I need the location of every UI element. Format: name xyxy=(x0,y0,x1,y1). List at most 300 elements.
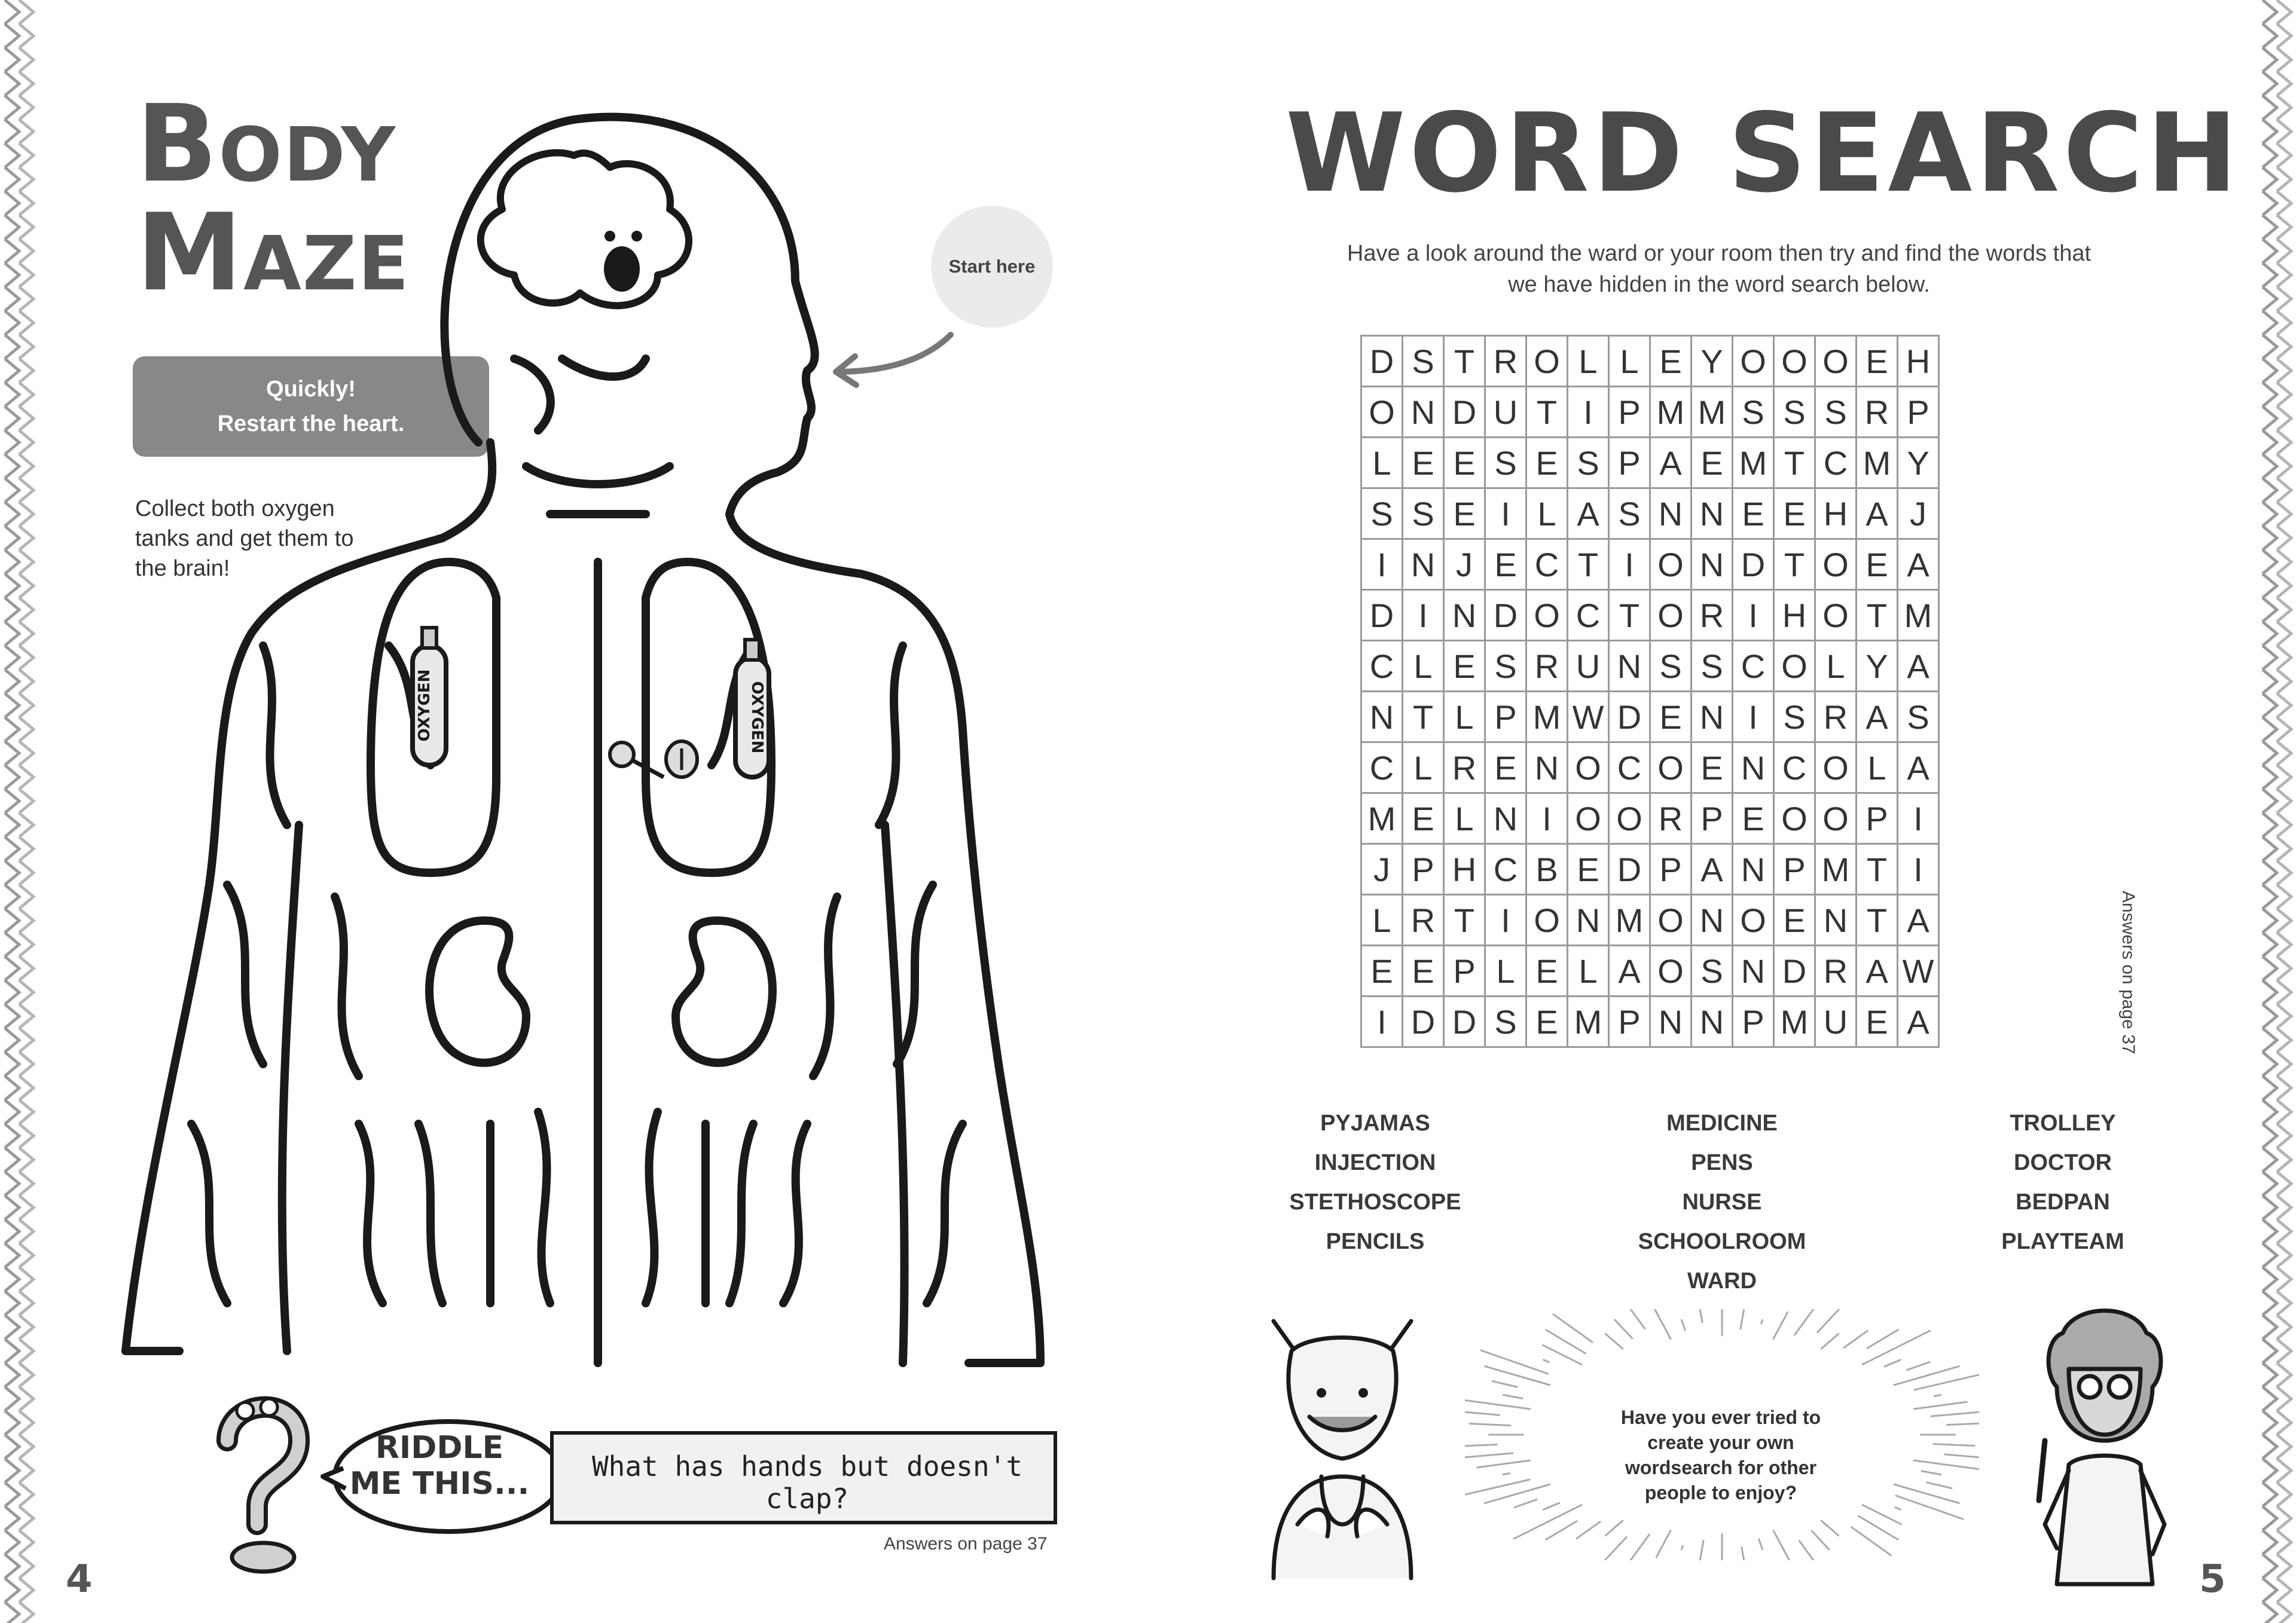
sunburst-ray xyxy=(1761,1320,1763,1324)
grid-row xyxy=(1361,488,1939,539)
grid-cell[interactable]: N xyxy=(1733,742,1774,793)
grid-row xyxy=(1361,997,1939,1047)
right-zigzag-border xyxy=(2258,0,2296,1623)
sunburst-ray xyxy=(1915,1373,1979,1390)
grid-row xyxy=(1361,742,1939,793)
grid-cell[interactable]: O xyxy=(1733,895,1774,946)
sunburst-ray xyxy=(1934,1444,1974,1445)
grid-cell[interactable]: R xyxy=(1857,387,1898,438)
sunburst-ray xyxy=(1907,1362,1929,1370)
grid-cell[interactable]: N xyxy=(1815,895,1857,946)
grid-cell[interactable]: S xyxy=(1733,387,1774,438)
grid-cell[interactable]: E xyxy=(1857,336,1898,387)
grid-cell[interactable]: P xyxy=(1609,387,1650,438)
grid-cell[interactable]: M xyxy=(1361,793,1403,844)
grid-cell[interactable]: E xyxy=(1857,997,1898,1047)
create-wordsearch-prompt: Have you ever tried to create your own wordsearch for other people to enjoy? xyxy=(1620,1407,1821,1503)
word-search-title: WORD SEARCH xyxy=(1286,90,2242,216)
grid-row xyxy=(1361,793,1939,844)
grid-cell[interactable]: D xyxy=(1361,336,1403,387)
grid-cell[interactable]: M xyxy=(1568,997,1609,1047)
grid-cell[interactable]: I xyxy=(1898,793,1939,844)
grid-cell[interactable]: S xyxy=(1485,641,1526,692)
word-list-item: SCHOOLROOM xyxy=(1638,1229,1806,1254)
grid-cell[interactable]: C xyxy=(1774,742,1815,793)
grid-cell[interactable]: T xyxy=(1774,438,1815,488)
grid-cell[interactable]: E xyxy=(1444,488,1485,539)
grid-cell[interactable]: H xyxy=(1774,590,1815,641)
word-list-item: NURSE xyxy=(1682,1190,1762,1215)
grid-cell[interactable]: R xyxy=(1815,946,1857,997)
grid-cell[interactable]: I xyxy=(1898,844,1939,895)
grid-cell[interactable]: O xyxy=(1650,895,1692,946)
grid-cell[interactable]: I xyxy=(1485,895,1526,946)
grid-cell[interactable]: I xyxy=(1568,387,1609,438)
grid-cell[interactable]: R xyxy=(1815,692,1857,742)
sunburst-ray xyxy=(1515,1499,1537,1507)
grid-cell[interactable]: S xyxy=(1485,438,1526,488)
grid-cell[interactable]: M xyxy=(1774,997,1815,1047)
grid-cell[interactable]: M xyxy=(1692,387,1733,438)
grid-cell[interactable]: I xyxy=(1526,793,1568,844)
riddle-answers-note: Answers on page 37 xyxy=(884,1534,1048,1554)
grid-cell[interactable]: O xyxy=(1568,742,1609,793)
word-list-item: INJECTION xyxy=(1314,1150,1436,1175)
grid-cell[interactable]: E xyxy=(1485,742,1526,793)
sunburst-ray xyxy=(1742,1547,1744,1560)
left-zigzag-border xyxy=(0,0,38,1623)
grid-cell[interactable]: O xyxy=(1815,539,1857,590)
word-list-item: DOCTOR xyxy=(2014,1150,2112,1175)
grid-cell[interactable]: N xyxy=(1733,946,1774,997)
grid-cell[interactable]: O xyxy=(1650,539,1692,590)
grid-cell[interactable]: P xyxy=(1485,692,1526,742)
grid-cell[interactable]: S xyxy=(1774,692,1815,742)
sunburst-ray xyxy=(1656,1531,1671,1557)
sunburst-ray xyxy=(1773,1531,1798,1560)
grid-cell[interactable]: M xyxy=(1815,844,1857,895)
grid-cell[interactable]: O xyxy=(1526,336,1568,387)
grid-cell[interactable]: P xyxy=(1857,793,1898,844)
grid-cell[interactable]: L xyxy=(1444,692,1485,742)
grid-cell[interactable]: N xyxy=(1568,895,1609,946)
sunburst-ray xyxy=(1503,1474,1510,1475)
grid-cell[interactable]: A xyxy=(1650,438,1692,488)
grid-cell[interactable]: E xyxy=(1774,895,1815,946)
grid-cell[interactable]: D xyxy=(1733,539,1774,590)
grid-cell[interactable]: N xyxy=(1609,641,1650,692)
grid-cell[interactable]: E xyxy=(1361,946,1403,997)
grid-cell[interactable]: E xyxy=(1857,539,1898,590)
sunburst-ray xyxy=(1546,1521,1577,1540)
sunburst-ray xyxy=(1818,1309,1846,1332)
grid-cell[interactable]: L xyxy=(1403,641,1444,692)
grid-cell[interactable]: Y xyxy=(1898,438,1939,488)
grid-cell[interactable]: O xyxy=(1815,336,1857,387)
sunburst-ray xyxy=(1885,1360,1900,1367)
sunburst-ray xyxy=(1598,1537,1626,1560)
grid-cell[interactable]: T xyxy=(1857,895,1898,946)
grid-cell[interactable]: D xyxy=(1444,997,1485,1047)
sunburst-ray xyxy=(1821,1521,1839,1536)
grid-cell[interactable]: S xyxy=(1568,438,1609,488)
sunburst-ray xyxy=(1914,1402,1967,1409)
grid-cell[interactable]: N xyxy=(1650,488,1692,539)
grid-cell[interactable]: O xyxy=(1774,336,1815,387)
sunburst-ray xyxy=(1605,1334,1623,1349)
grid-cell[interactable]: R xyxy=(1692,590,1733,641)
grid-cell[interactable]: S xyxy=(1692,641,1733,692)
grid-cell[interactable]: S xyxy=(1403,336,1444,387)
grid-cell[interactable]: S xyxy=(1403,488,1444,539)
grid-cell[interactable]: S xyxy=(1361,488,1403,539)
start-here-label: Start here xyxy=(948,256,1036,277)
grid-cell[interactable]: P xyxy=(1650,844,1692,895)
grid-cell[interactable]: D xyxy=(1444,387,1485,438)
key-icon xyxy=(610,742,664,777)
grid-cell[interactable]: Y xyxy=(1857,641,1898,692)
grid-cell[interactable]: E xyxy=(1774,488,1815,539)
grid-cell[interactable]: S xyxy=(1692,946,1733,997)
grid-cell[interactable]: L xyxy=(1444,793,1485,844)
grid-cell[interactable]: Y xyxy=(1692,336,1733,387)
grid-cell[interactable]: S xyxy=(1650,641,1692,692)
sunburst-ray xyxy=(1544,1360,1549,1362)
grid-cell[interactable]: R xyxy=(1444,742,1485,793)
grid-cell[interactable]: N xyxy=(1403,539,1444,590)
instruction-line2: Restart the heart. xyxy=(217,411,405,436)
grid-cell[interactable]: O xyxy=(1650,742,1692,793)
grid-cell[interactable]: O xyxy=(1526,895,1568,946)
grid-cell[interactable]: C xyxy=(1361,641,1403,692)
grid-cell[interactable]: S xyxy=(1609,488,1650,539)
grid-cell[interactable]: N xyxy=(1692,692,1733,742)
grid-cell[interactable]: T xyxy=(1774,539,1815,590)
grid-cell[interactable]: C xyxy=(1526,539,1568,590)
grid-cell[interactable]: D xyxy=(1361,590,1403,641)
grid-cell[interactable]: I xyxy=(1485,488,1526,539)
grid-cell[interactable]: N xyxy=(1444,590,1485,641)
collect-instruction: Collect both oxygen tanks and get them to the brain! xyxy=(135,496,354,581)
sunburst-ray xyxy=(1465,1411,1500,1415)
grid-cell[interactable]: T xyxy=(1444,336,1485,387)
grid-cell[interactable]: I xyxy=(1733,590,1774,641)
grid-cell[interactable]: N xyxy=(1485,793,1526,844)
grid-cell[interactable]: A xyxy=(1857,488,1898,539)
grid-row xyxy=(1361,387,1939,438)
grid-cell[interactable]: E xyxy=(1650,336,1692,387)
grid-cell[interactable]: E xyxy=(1692,742,1733,793)
grid-cell[interactable]: U xyxy=(1485,387,1526,438)
word-list-column-3 xyxy=(1949,1104,2176,1261)
grid-row xyxy=(1361,946,1939,997)
grid-cell[interactable]: E xyxy=(1733,488,1774,539)
grid-cell[interactable]: C xyxy=(1815,438,1857,488)
grid-cell[interactable]: I xyxy=(1733,692,1774,742)
grid-cell[interactable]: R xyxy=(1650,793,1692,844)
grid-cell[interactable]: A xyxy=(1857,692,1898,742)
grid-cell[interactable]: N xyxy=(1692,997,1733,1047)
grid-cell[interactable]: M xyxy=(1898,590,1939,641)
page-number-right: 5 xyxy=(2199,1557,2226,1601)
grid-cell[interactable]: N xyxy=(1361,692,1403,742)
word-list-item: TROLLEY xyxy=(2010,1111,2116,1136)
oxygen-tank-icon xyxy=(413,628,446,765)
grid-cell[interactable]: A xyxy=(1609,946,1650,997)
grid-cell[interactable]: D xyxy=(1403,997,1444,1047)
grid-cell[interactable]: P xyxy=(1609,997,1650,1047)
sunburst-ray xyxy=(1741,1309,1748,1329)
riddle-label-line2: ME THIS... xyxy=(349,1466,530,1502)
grid-cell[interactable]: O xyxy=(1733,336,1774,387)
grid-cell[interactable]: S xyxy=(1898,692,1939,742)
sunburst-ray xyxy=(1944,1454,1979,1459)
grid-cell[interactable]: O xyxy=(1774,793,1815,844)
grid-cell[interactable]: P xyxy=(1444,946,1485,997)
grid-row xyxy=(1361,895,1939,946)
grid-row xyxy=(1361,590,1939,641)
grid-cell[interactable]: U xyxy=(1568,641,1609,692)
word-list-item: WARD xyxy=(1687,1269,1757,1294)
sunburst-ray xyxy=(1503,1395,1522,1398)
grid-cell[interactable]: H xyxy=(1815,488,1857,539)
grid-cell[interactable]: E xyxy=(1403,793,1444,844)
body-maze[interactable] xyxy=(108,108,1076,1393)
sunburst-ray xyxy=(1700,1309,1702,1322)
grid-cell[interactable]: U xyxy=(1815,997,1857,1047)
grid-cell[interactable]: P xyxy=(1898,387,1939,438)
grid-cell[interactable]: H xyxy=(1898,336,1939,387)
riddle-label-line1: RIDDLE xyxy=(375,1430,504,1466)
grid-cell[interactable]: N xyxy=(1692,539,1733,590)
grid-cell[interactable]: I xyxy=(1609,539,1650,590)
grid-cell[interactable]: T xyxy=(1857,590,1898,641)
grid-cell[interactable]: O xyxy=(1650,946,1692,997)
sunburst-ray xyxy=(1696,1541,1703,1560)
grid-cell[interactable]: E xyxy=(1692,438,1733,488)
answers-note-text: Answers on page 37 xyxy=(2118,891,2138,1055)
sunburst-ray xyxy=(1934,1395,1941,1396)
sunburst-ray xyxy=(1628,1535,1649,1560)
grid-cell[interactable]: E xyxy=(1650,692,1692,742)
grid-cell[interactable]: S xyxy=(1815,387,1857,438)
grid-cell[interactable]: O xyxy=(1568,793,1609,844)
sunburst-ray xyxy=(1922,1471,1941,1475)
grid-cell[interactable]: I xyxy=(1361,539,1403,590)
grid-cell[interactable]: I xyxy=(1361,997,1403,1047)
word-list-item: PENCILS xyxy=(1326,1229,1425,1254)
sunburst-ray xyxy=(1759,1539,1763,1549)
grid-cell[interactable]: O xyxy=(1815,742,1857,793)
grid-cell[interactable]: W xyxy=(1568,692,1609,742)
grid-cell[interactable]: J xyxy=(1444,539,1485,590)
word-search-answers-note xyxy=(2109,891,2145,1070)
sunburst-ray xyxy=(1812,1531,1829,1549)
sunburst-ray xyxy=(1681,1546,1683,1549)
sunburst-ray xyxy=(1927,1483,1952,1488)
grid-cell[interactable]: A xyxy=(1898,997,1939,1047)
oxygen-tank-label-left: OXYGEN xyxy=(416,669,433,742)
word-list-item: PENS xyxy=(1691,1150,1753,1175)
grid-cell[interactable]: C xyxy=(1609,742,1650,793)
grid-cell[interactable]: N xyxy=(1692,895,1733,946)
grid-cell[interactable]: O xyxy=(1361,387,1403,438)
grid-cell[interactable]: D xyxy=(1485,590,1526,641)
grid-cell[interactable]: E xyxy=(1403,438,1444,488)
maze-title-line2: Maze xyxy=(136,190,410,314)
grid-cell[interactable]: R xyxy=(1485,336,1526,387)
grid-cell[interactable]: O xyxy=(1815,793,1857,844)
sunburst-ray xyxy=(1481,1350,1548,1374)
grid-cell[interactable]: C xyxy=(1485,844,1526,895)
grid-cell[interactable]: E xyxy=(1444,641,1485,692)
sunburst-ray xyxy=(1773,1312,1788,1338)
grid-cell[interactable]: A xyxy=(1898,539,1939,590)
sunburst-ray xyxy=(1795,1309,1816,1335)
grid-cell[interactable]: E xyxy=(1526,438,1568,488)
grid-cell[interactable]: O xyxy=(1609,793,1650,844)
grid-cell[interactable]: I xyxy=(1403,590,1444,641)
grid-row xyxy=(1361,692,1939,742)
page-number-left: 4 xyxy=(66,1557,93,1601)
grid-cell[interactable]: T xyxy=(1526,387,1568,438)
sunburst-ray xyxy=(1681,1320,1685,1330)
sunburst-ray xyxy=(1465,1444,1497,1447)
cat-doctor-character xyxy=(1238,1297,1447,1590)
grid-cell[interactable]: R xyxy=(1526,641,1568,692)
grid-cell[interactable]: M xyxy=(1526,692,1568,742)
sunburst-ray xyxy=(1867,1330,1898,1349)
grid-cell[interactable]: L xyxy=(1857,742,1898,793)
sunburst-ray xyxy=(1646,1309,1671,1338)
grid-row xyxy=(1361,438,1939,488)
instruction-line1: Quickly! xyxy=(266,377,356,402)
grid-cell[interactable]: E xyxy=(1526,997,1568,1047)
grid-cell[interactable]: C xyxy=(1568,590,1609,641)
grid-row xyxy=(1361,539,1939,590)
scientist-character xyxy=(2003,1297,2200,1590)
grid-cell[interactable]: N xyxy=(1650,997,1692,1047)
grid-cell[interactable]: M xyxy=(1650,387,1692,438)
grid-cell[interactable]: T xyxy=(1609,590,1650,641)
sunburst-ray xyxy=(1514,1505,1581,1539)
grid-cell[interactable]: L xyxy=(1361,895,1403,946)
grid-cell[interactable]: L xyxy=(1361,438,1403,488)
word-search-intro: Have a look around the ward or your room then try and find the words that we have hidden in the word search below. xyxy=(1347,241,2092,297)
question-mark-character xyxy=(203,1387,323,1578)
grid-cell[interactable]: T xyxy=(1444,895,1485,946)
grid-cell[interactable]: C xyxy=(1733,641,1774,692)
grid-cell[interactable]: M xyxy=(1857,438,1898,488)
grid-cell[interactable]: L xyxy=(1609,336,1650,387)
grid-cell[interactable]: H xyxy=(1444,844,1485,895)
grid-cell[interactable]: N xyxy=(1733,844,1774,895)
sunburst-ray xyxy=(1465,1480,1529,1497)
grid-cell[interactable]: A xyxy=(1857,946,1898,997)
grid-row xyxy=(1361,336,1939,387)
sunburst-ray xyxy=(1863,1331,1930,1364)
grid-cell[interactable]: A xyxy=(1898,641,1939,692)
grid-cell[interactable]: T xyxy=(1857,844,1898,895)
grid-cell[interactable]: L xyxy=(1815,641,1857,692)
grid-cell[interactable]: E xyxy=(1568,844,1609,895)
grid-cell[interactable]: E xyxy=(1403,946,1444,997)
grid-cell[interactable]: O xyxy=(1650,590,1692,641)
sunburst-ray xyxy=(1492,1381,1517,1387)
grid-cell[interactable]: D xyxy=(1774,946,1815,997)
grid-cell[interactable]: C xyxy=(1361,742,1403,793)
grid-cell[interactable]: R xyxy=(1403,895,1444,946)
grid-cell[interactable]: S xyxy=(1774,387,1815,438)
grid-cell[interactable]: O xyxy=(1526,590,1568,641)
sunburst-ray xyxy=(1931,1411,1979,1416)
grid-cell[interactable]: E xyxy=(1733,793,1774,844)
coin-icon xyxy=(666,741,697,777)
oxygen-tank-icon xyxy=(735,640,769,777)
sunburst-ray xyxy=(1628,1309,1644,1328)
grid-cell[interactable]: E xyxy=(1444,438,1485,488)
sunburst-ray xyxy=(1895,1508,1901,1510)
grid-cell[interactable]: O xyxy=(1815,590,1857,641)
grid-cell[interactable]: P xyxy=(1733,997,1774,1047)
grid-cell[interactable]: L xyxy=(1568,336,1609,387)
grid-cell[interactable]: M xyxy=(1733,438,1774,488)
word-search-grid[interactable] xyxy=(1360,335,1940,1048)
word-list-item: MEDICINE xyxy=(1666,1111,1778,1136)
sunburst-ray xyxy=(1947,1422,1979,1425)
grid-cell[interactable]: P xyxy=(1403,844,1444,895)
grid-cell[interactable]: L xyxy=(1526,488,1568,539)
grid-cell[interactable]: S xyxy=(1485,997,1526,1047)
grid-cell[interactable]: W xyxy=(1898,946,1939,997)
grid-cell[interactable]: P xyxy=(1609,438,1650,488)
oxygen-tank-label-right: OXYGEN xyxy=(748,681,766,754)
grid-cell[interactable]: N xyxy=(1526,742,1568,793)
grid-cell[interactable]: D xyxy=(1609,692,1650,742)
sunburst-ray xyxy=(1799,1541,1815,1560)
grid-cell[interactable]: O xyxy=(1774,641,1815,692)
grid-cell[interactable]: A xyxy=(1898,742,1939,793)
grid-cell[interactable]: P xyxy=(1774,844,1815,895)
grid-cell[interactable]: M xyxy=(1609,895,1650,946)
grid-cell[interactable]: L xyxy=(1568,946,1609,997)
riddle-question: What has hands but doesn't clap? xyxy=(591,1450,1023,1515)
grid-cell[interactable]: T xyxy=(1403,692,1444,742)
grid-cell[interactable]: T xyxy=(1568,539,1609,590)
grid-cell[interactable]: A xyxy=(1568,488,1609,539)
word-list-item: PLAYTEAM xyxy=(2001,1229,2124,1254)
grid-cell[interactable]: B xyxy=(1526,844,1568,895)
sunburst-ray xyxy=(1615,1320,1632,1338)
grid-cell[interactable]: L xyxy=(1485,946,1526,997)
grid-cell[interactable]: N xyxy=(1692,488,1733,539)
sunburst-ray xyxy=(1605,1521,1623,1536)
grid-cell[interactable]: P xyxy=(1692,793,1733,844)
grid-cell[interactable]: A xyxy=(1898,895,1939,946)
grid-cell[interactable]: J xyxy=(1361,844,1403,895)
grid-cell[interactable]: J xyxy=(1898,488,1939,539)
word-list-item: STETHOSCOPE xyxy=(1289,1190,1461,1215)
sunburst-ray xyxy=(1896,1496,1963,1519)
grid-cell[interactable]: A xyxy=(1692,844,1733,895)
grid-cell[interactable]: E xyxy=(1526,946,1568,997)
grid-cell[interactable]: L xyxy=(1403,742,1444,793)
grid-cell[interactable]: N xyxy=(1403,387,1444,438)
sunburst-ray xyxy=(1465,1453,1513,1459)
sunburst-ray xyxy=(1544,1503,1559,1509)
grid-cell[interactable]: D xyxy=(1609,844,1650,895)
grid-cell[interactable]: E xyxy=(1485,539,1526,590)
